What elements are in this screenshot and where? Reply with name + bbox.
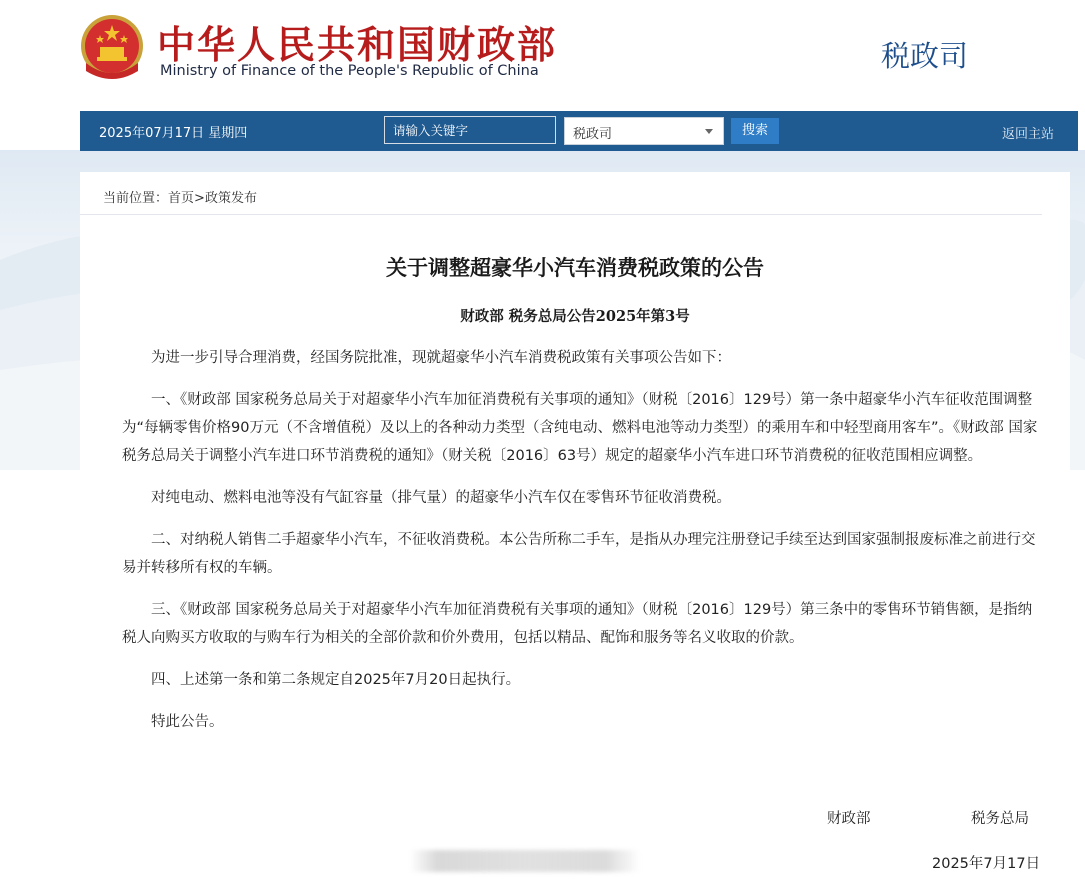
return-home-link[interactable]: 返回主站 bbox=[1002, 127, 1055, 142]
breadcrumb-separator: > bbox=[194, 191, 205, 206]
signatory-ministry-of-finance: 财政部 bbox=[827, 811, 871, 827]
article-title: 关于调整超豪华小汽车消费税政策的公告 bbox=[386, 256, 764, 280]
current-date: 2025年07月17日 星期四 bbox=[99, 126, 248, 141]
paragraph: 三、《财政部 国家税务总局关于对超豪华小汽车加征消费税有关事项的通知》（财税〔2016〕129号）第三条中的零售环节销售额，是指纳税人向购买方收取的与购车行为相关的全部价款和价外费用，包括以精品、配饰和服务等名义收取的价款。 bbox=[122, 602, 1033, 646]
top-nav-bar bbox=[80, 111, 1078, 151]
paragraph: 二、对纳税人销售二手超豪华小汽车，不征收消费税。本公告所称二手车，是指从办理完注册登记手续至达到国家强制报废标准之前进行交易并转移所有权的车辆。 bbox=[122, 532, 1036, 576]
paragraph: 对纯电动、燃料电池等没有气缸容量（排气量）的超豪华小汽车仅在零售环节征收消费税。 bbox=[151, 490, 731, 506]
breadcrumb bbox=[103, 187, 257, 206]
site-title-en: Ministry of Finance of the People's Republic of China bbox=[160, 63, 539, 79]
search-input[interactable] bbox=[384, 116, 556, 144]
site-header bbox=[0, 0, 1085, 108]
blurred-watermark bbox=[410, 850, 640, 872]
divider bbox=[80, 214, 1042, 215]
search-scope-select[interactable] bbox=[564, 117, 724, 145]
paragraph: 四、上述第一条和第二条规定自2025年7月20日起执行。 bbox=[151, 672, 521, 688]
paragraph: 为进一步引导合理消费，经国务院批准，现就超豪华小汽车消费税政策有关事项公告如下： bbox=[151, 350, 731, 366]
breadcrumb-section-link[interactable]: 政策发布 bbox=[204, 191, 257, 206]
breadcrumb-home-link[interactable]: 首页 bbox=[168, 191, 195, 206]
article-panel bbox=[80, 172, 1070, 888]
breadcrumb-prefix: 当前位置： bbox=[103, 191, 169, 206]
department-name: 税政司 bbox=[881, 39, 969, 73]
signatory-tax-administration: 税务总局 bbox=[971, 811, 1029, 827]
paragraph: 一、《财政部 国家税务总局关于对超豪华小汽车加征消费税有关事项的通知》（财税〔2016〕129号）第一条中超豪华小汽车征收范围调整为“每辆零售价格90万元（不含增值税）及以上的各种动力类型（含纯电动、燃料电池等动力类型）的乘用车和中轻型商用客车”。《财政部 国家税务总局关于调整小汽车进口环节消费税的通知》（财关税〔2016〕63号）规定的超豪华小汽车进口环节消费税的征收范围相应调整。 bbox=[122, 392, 1038, 464]
chevron-down-icon bbox=[705, 129, 713, 134]
national-emblem-icon[interactable] bbox=[80, 13, 144, 81]
search-scope-value: 税政司 bbox=[573, 127, 613, 142]
article-body bbox=[122, 344, 1038, 750]
paragraph: 特此公告。 bbox=[151, 714, 224, 730]
site-title-cn[interactable]: 中华人民共和国财政部 bbox=[157, 23, 558, 67]
document-number: 财政部 税务总局公告2025年第3号 bbox=[460, 308, 690, 325]
search-button[interactable]: 搜索 bbox=[731, 118, 779, 144]
issue-date: 2025年7月17日 bbox=[932, 856, 1041, 872]
